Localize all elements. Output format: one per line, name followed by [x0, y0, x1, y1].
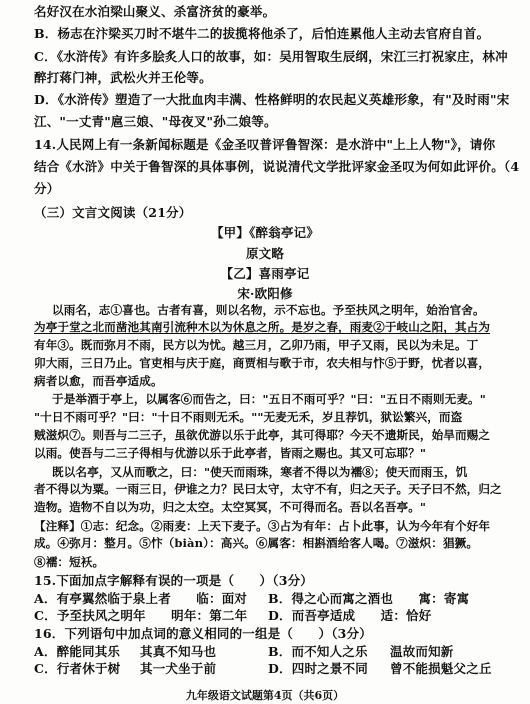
- passage-line-2: 为亭于堂之北而凿池其南引流种木以为休息之所。是岁之春，雨麦②于岐山之阳，其占为: [34, 320, 491, 334]
- passage-line-7: "十日不雨可乎？"曰："十日不雨则无禾。""无麦无禾，岁且荐饥，狱讼繁兴，而盗: [34, 410, 463, 424]
- question-14-line-1: 14.人民网上有一条新闻标题是《金圣叹普评鲁智深：是水浒中"上上人物"》，请你: [34, 137, 496, 152]
- q16-option-b-2: 温故而知新: [390, 644, 454, 659]
- option-a-continuation: 名好汉在水泊梁山聚义、杀富济贫的豪举。: [34, 4, 276, 19]
- question-14-line-3: 分）: [34, 181, 60, 196]
- passage-line-6: 于是举酒于亭上，以属客⑥而告之，曰："五日不雨可乎？"曰："五日不雨则无麦。": [52, 392, 486, 406]
- notes-line-3: ⑧襦：短袄。: [34, 555, 105, 569]
- question-15-stem: 15.下面加点字解释有误的一项是（ ）（3分）: [34, 573, 313, 588]
- q16-option-d-2: 曾不能损魁父之丘: [390, 661, 492, 676]
- q15-option-d: D．而吾亭适成 适：恰好: [268, 608, 432, 623]
- option-c-line-2: 醉打蒋门神，武松火并王伦等。: [34, 70, 212, 85]
- option-b: B．杨志在汴梁买刀时不堪牛二的拔揽将他杀了，后怕连累他人主动去官府自首。: [34, 26, 490, 41]
- q16-option-d-1: D．四时之景不同: [268, 661, 368, 676]
- passage-line-10: 既以名亭，又从而歌之，曰："使天而雨珠，寒者不得以为襦⑧；使天而雨玉，饥: [52, 465, 468, 479]
- option-c-line-1: C．《水浒传》有许多脍炙人口的故事，如：吴用智取生辰纲，宋江三打祝家庄，林冲: [34, 49, 508, 64]
- question-16-stem: 16．下列语句中加点词的意义相同的一组是（ ）（3分）: [34, 626, 372, 641]
- q15-option-b: B．得之心而寓之酒也 寓：寄寓: [268, 591, 470, 606]
- passage-line-4: 卯大雨，三日乃止。官吏相与庆于庭，商贾相与歌于市，农夫相与忭⑤于野，忧者以喜，: [34, 356, 491, 370]
- passage-line-8: 贼滋炽⑦。则吾与二三子，虽欲优游以乐于此亭，其可得耶？今天不遗斯民，始旱而赐之: [34, 428, 491, 442]
- passage-line-12: 造物。造物不自以为功，归之太空。太空冥冥，不可得而名。吾以名吾亭。": [34, 500, 427, 514]
- page-footer: 九年级语文试题第4页（共6页）: [185, 689, 345, 702]
- notes-line-1: 【注释】①志：纪念。②雨麦：上天下麦子。③占为有年：占卜此事，认为今年有个好年: [34, 519, 491, 533]
- text-jia-note: 原文略: [245, 246, 285, 261]
- passage-line-5: 病者以愈，而吾亭适成。: [34, 374, 163, 388]
- passage-line-11: 者不得以为粟。一雨三日，伊谁之力？民曰太守，太守不有，归之天子。天子曰不然，归之: [34, 482, 502, 496]
- q16-option-c-2: 其一犬坐于前: [140, 661, 217, 676]
- passage-line-1: 以雨名，志①喜也。古者有喜，则以名物，示不忘也。予至扶风之明年，始治官舍。: [52, 303, 485, 317]
- q16-option-c-1: C．行者休于树: [34, 661, 121, 676]
- passage-line-3: 有年③。既而弥月不雨，民方以为忧。越三月，乙卯乃雨，甲子又雨，民以为未足。丁: [34, 338, 479, 352]
- passage-line-9: 以雨。使吾与二三子得相与优游以乐于此亭者，皆雨之赐也。其又可忘耶？": [34, 446, 427, 460]
- question-14-line-2: 结合《水浒》中关于鲁智深的具体事例，说说清代文学批评家金圣叹为何如此评价。（4: [34, 159, 520, 174]
- notes-line-2: 成。④弥月：整月。⑤忭（biàn）：高兴。⑥属客：相斟酒给客人喝。⑦滋炽：猖獗。: [34, 536, 479, 550]
- text-jia-title: 【甲】《醉翁亭记》: [210, 225, 320, 240]
- q15-option-a: A．有亭翼然临于泉上者 临：面对: [34, 591, 248, 606]
- q16-option-b-1: B．而不知人之乐: [268, 644, 368, 659]
- option-d-line-2: 江、"一丈青"扈三娘、"母夜叉"孙二娘等。: [34, 114, 277, 129]
- q15-option-c: C．予至扶风之明年 明年：第二年: [34, 608, 248, 623]
- q16-option-a-1: A．醉能同其乐: [34, 644, 121, 659]
- text-yi-title: 【乙】喜雨亭记: [220, 266, 310, 281]
- q16-option-a-2: 其真不知马也: [140, 644, 217, 659]
- text-yi-author: 宋·欧阳修: [237, 286, 293, 301]
- option-d-line-1: D．《水浒传》塑造了一大批血肉丰满、性格鲜明的农民起义英雄形象，有"及时雨"宋: [34, 92, 510, 107]
- section-title-classical: （三）文言文阅读（21分）: [34, 205, 192, 220]
